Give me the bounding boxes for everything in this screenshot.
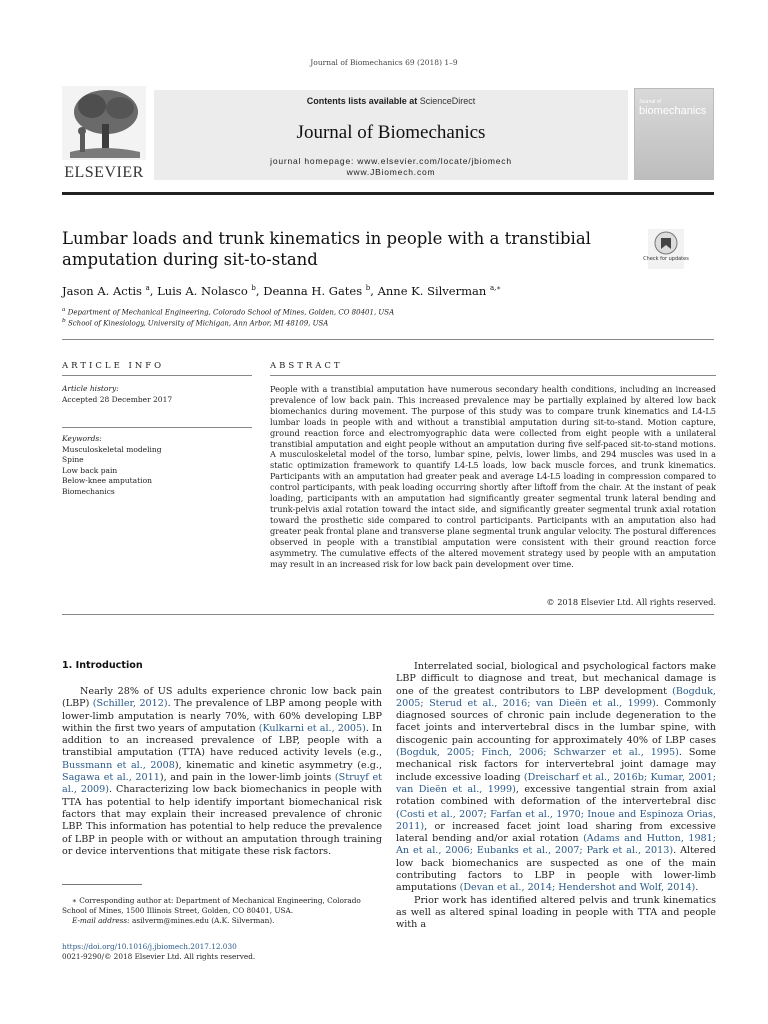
abstract-rule — [270, 375, 716, 376]
keyword: Musculoskeletal modeling — [62, 444, 162, 454]
intro-paragraph-1 — [62, 686, 382, 858]
abstract-heading: ABSTRACT — [270, 361, 343, 371]
doi-block — [62, 942, 255, 962]
running-head: Journal of Biomechanics 69 (2018) 1–9 — [310, 58, 458, 67]
contents-line — [154, 96, 628, 106]
history-value: Accepted 28 December 2017 — [62, 394, 173, 404]
citation-link[interactable]: Sagawa et al., 2011 — [62, 772, 160, 784]
cover-subtitle: Journal of — [639, 99, 661, 105]
publisher-name: ELSEVIER — [64, 164, 144, 181]
citation-link[interactable]: (Struyf et al., 2009) — [62, 772, 382, 796]
journal-name[interactable]: Journal of Biomechanics — [296, 122, 486, 143]
author[interactable]: Jason A. Actis $^a$ — [62, 284, 150, 298]
cover-title: biomechanics — [639, 105, 707, 117]
check-for-updates-badge[interactable] — [643, 229, 689, 269]
doi-link[interactable]: https://doi.org/10.1016/j.jbiomech.2017.12.030 — [62, 942, 237, 951]
body-text: ), kinematic and kinetic asymmetry (e.g., — [174, 759, 382, 771]
intro-paragraph-3: Prior work has identified altered pelvis and trunk kinematics as well as altered spinal loading in people with TTA and people with a — [396, 894, 716, 931]
homepage-line-2[interactable]: www.JBiomech.com — [346, 167, 436, 177]
article-title — [62, 228, 622, 270]
journal-homepage — [154, 156, 628, 178]
abstract-copyright: © 2018 Elsevier Ltd. All rights reserved. — [546, 597, 716, 607]
journal-cover-thumbnail[interactable] — [634, 88, 714, 180]
keyword: Low back pain — [62, 465, 118, 475]
keywords-block — [62, 434, 252, 497]
abstract-text: People with a transtibial amputation have numerous secondary health conditions, including an increased prevalence of low back pain. This increased prevalence may be partially explained by altered low back biomechanics during movement. The purpose of this study was to compare trunk kinematics and L4-L5 lumbar loads in people with and without a transtibial amputation during sit-to-stand. Motion capture, ground reaction force and electromyographic data were collected from eight people with a unilateral transtibial amputation and eight people without an amputation during five self-paced sit-to-stand motions. A musculoskeletal model of the torso, lumbar spine, pelvis, lower limbs, and 294 muscles was used in a static optimization framework to quantify L4-L5 loads, low back muscle forces, and trunk kinematics. Participants with an amputation had greater peak and average L4-L5 loading in compression compared to control participants, with peak loading occurring shortly after liftoff from the chair. At the instant of peak loading, participants with an amputation had significantly greater segmental trunk lateral bending and trunk-pelvis axial rotation toward the intact side, and significantly greater segmental trunk axial rotation toward the prosthetic side compared to control participants. Participants with an amputation also had greater peak frontal plane and transverse plane segmental trunk angular velocity. The postural differences observed in people with a transtibial amputation were consistent with their ground reaction force asymmetry. The cumulative effects of the altered movement strategy used by people with an amputation may result in an increased risk for low back pain development over time. — [270, 384, 716, 569]
body-text: . — [695, 882, 699, 894]
masthead-rule — [62, 192, 714, 195]
keyword: Below-knee amputation — [62, 476, 152, 485]
citation-link[interactable]: (Costi et al., 2007; Farfan et al., 1970; Inoue and Espinoza Orias, 2011) — [396, 808, 716, 832]
body-text: , excessive tangential strain from axial rotation combined with deformation of the intervertebral disc — [396, 783, 716, 808]
author[interactable]: Deanna H. Gates $^b$ — [263, 284, 371, 298]
author-list: Jason A. Actis $^a$, Luis A. Nolasco $^b$, Deanna H. Gates $^b$, Anne K. Silverman $^{a,∗}$ — [62, 284, 502, 298]
author[interactable]: Anne K. Silverman $^{a,∗}$ — [377, 284, 502, 298]
keyword: Biomechanics — [62, 486, 115, 496]
author[interactable]: Luis A. Nolasco $^b$ — [157, 284, 256, 298]
citation-link[interactable]: (Bogduk, 2005; Finch, 2006; Schwarzer et al., 1995) — [396, 747, 679, 759]
contents-prefix: Contents lists available at — [306, 96, 420, 106]
email-line — [62, 916, 382, 926]
footnote-rule — [62, 884, 142, 885]
intro-left-column — [62, 686, 382, 858]
history-label: Article history: — [62, 384, 119, 393]
citation-link[interactable]: (Dreischarf et al., 2016b; Kumar, 2001; van Dieën et al., 1999) — [396, 771, 716, 795]
title-line-2: amputation during sit-to-stand — [62, 250, 318, 269]
intro-right-column — [396, 661, 716, 932]
body-text: ), and pain in the lower-limb joints — [159, 772, 335, 784]
body-text: . Characterizing low back biomechanics in people with TTA has potential to help identify important biomechanical risk factors that may explain their increased prevalence of chronic LBP. This information has potential to help reduce the prevalence of LBP in people with or without an amputation through training or device interventions that mitigate these risk factors. — [62, 784, 382, 857]
corresponding-author-note — [62, 896, 382, 926]
body-text: . Commonly diagnosed sources of chronic pain include degeneration to the facet joints and intervertebral discs in the lumbar spine, with discogenic pain accounting for approximately 40% of LBP cases — [396, 697, 716, 746]
citation-link[interactable]: (Devan et al., 2014; Hendershot and Wolf, 2014) — [459, 882, 696, 894]
masthead-banner — [154, 90, 628, 180]
body-text: , or increased facet joint load sharing from excessive lateral bending and/or axial rotation — [396, 820, 716, 845]
body-text: . Some mechanical risk factors for intervertebral joint damage may include excessive loading — [396, 747, 716, 783]
citation-link[interactable]: (Schiller, 2012) — [92, 698, 168, 710]
journal-masthead — [62, 86, 714, 190]
article-info-rule — [62, 375, 252, 376]
homepage-line-1[interactable]: journal homepage: www.elsevier.com/locate/jbiomech — [270, 156, 512, 166]
citation-link[interactable]: (Bogduk, 2005; Sterud et al., 2016; van Dieën et al., 1999) — [396, 685, 716, 709]
citation-link[interactable]: (Kulkarni et al., 2005) — [258, 722, 366, 734]
citation-link[interactable]: (Adams and Hutton, 1981; An et al., 2006; Eubanks et al., 2007; Park et al., 2013) — [396, 833, 717, 857]
body-text: . In addition to an increased prevalence of LBP, people with a transtibial amputation (TTA) have reduced activity levels (e.g., — [62, 722, 382, 759]
keywords-label: Keywords: — [62, 434, 102, 443]
elsevier-logo[interactable] — [62, 86, 146, 182]
issn-line: 0021-9290/© 2018 Elsevier Ltd. All rights reserved. — [62, 952, 256, 961]
article-history — [62, 384, 252, 405]
header-divider — [62, 339, 714, 340]
body-text: Interrelated social, biological and psychological factors make LBP difficult to diagnose and treat, but mechanical damage is one of the greatest contributors to LBP development — [396, 661, 716, 697]
sciencedirect-link[interactable]: ScienceDirect — [419, 96, 476, 106]
intro-paragraph-2 — [396, 661, 716, 895]
body-text: . Altered low back biomechanics are suspected as one of the main contributing factors to LBP in people with lower-limb amputations — [396, 845, 717, 894]
check-for-updates-icon — [643, 229, 689, 269]
affiliation-a: $^a$ Department of Mechanical Engineering, Colorado School of Mines, Golden, CO 80401, USA — [62, 307, 395, 317]
keyword: Spine — [62, 455, 84, 464]
affiliation-b: $^b$ School of Kinesiology, University of Michigan, Ann Arbor, MI 48109, USA — [62, 318, 329, 328]
email-address[interactable]: asilverm@mines.edu (A.K. Silverman). — [131, 916, 275, 925]
check-badge-text: Check for updates — [643, 256, 689, 262]
article-info-heading: ARTICLE INFO — [62, 361, 165, 371]
email-label: E-mail address: — [72, 916, 130, 925]
body-text: Nearly 28% of US adults experience chronic low back pain (LBP) — [62, 686, 382, 710]
corresponding-author: ∗ Corresponding author at: Department of Mechanical Engineering, Colorado School of Mines, 1500 Illinois Street, Golden, CO 80401, USA. — [62, 896, 361, 915]
introduction-heading: 1. Introduction — [62, 660, 143, 671]
keywords-rule — [62, 427, 252, 428]
citation-link[interactable]: Bussmann et al., 2008 — [62, 759, 175, 771]
title-line-1: Lumbar loads and trunk kinematics in people with a transtibial — [62, 229, 591, 248]
body-text: . The prevalence of LBP among people with lower-limb amputation is nearly 70%, with 60% developing LBP within the first two years of amputation — [62, 698, 382, 734]
elsevier-tree-icon — [62, 86, 146, 160]
abstract-divider — [62, 614, 714, 615]
